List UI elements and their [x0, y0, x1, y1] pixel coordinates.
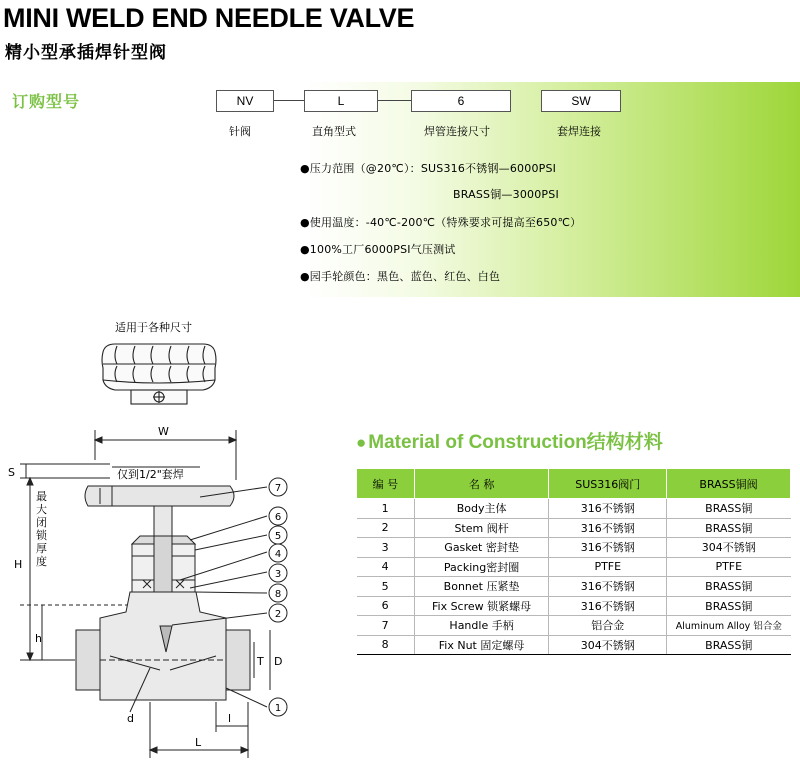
- table-cell: 316不锈钢: [549, 499, 667, 519]
- table-cell: BRASS铜: [667, 635, 791, 655]
- order-code-caption: 直角型式: [312, 125, 356, 138]
- spec-line: BRASS铜—3000PSI: [453, 188, 559, 201]
- table-row: [357, 596, 791, 616]
- header-cell: SUS316阀门: [549, 469, 667, 499]
- table-cell: Bonnet 压紧垫: [414, 577, 549, 597]
- order-code-box: L: [304, 90, 378, 112]
- table-cell: 316不锈钢: [549, 518, 667, 538]
- table-cell: Fix Nut 固定螺母: [414, 635, 549, 655]
- table-cell: 铝合金: [549, 616, 667, 636]
- table-row: [357, 557, 791, 577]
- spec-line: ●使用温度：-40℃-200℃（特殊要求可提高至650℃）: [300, 216, 582, 229]
- handwheel-drawing: [95, 318, 225, 413]
- spec-line: ●压力范围（@20℃）：SUS316不锈钢—6000PSI: [300, 162, 557, 175]
- table-cell: 8: [357, 635, 415, 655]
- table-cell: 5: [357, 577, 415, 597]
- header-cell: 名 称: [414, 469, 549, 499]
- table-row: [357, 518, 791, 538]
- table-cell: Aluminum Alloy 铝合金: [667, 616, 791, 636]
- title-chinese: 精小型承插焊针型阀: [5, 43, 167, 63]
- weld-note: 仅到1/2"套焊: [117, 468, 184, 481]
- dim-s-label: S: [8, 466, 15, 479]
- table-cell: 304不锈钢: [667, 538, 791, 558]
- table-row: [357, 616, 791, 636]
- dim-h-lower-label: h: [35, 632, 42, 645]
- table-row: [357, 538, 791, 558]
- callout-number: 4: [274, 549, 282, 560]
- order-code-box: NV: [216, 90, 274, 112]
- table-cell: BRASS铜: [667, 499, 791, 519]
- table-row: [357, 577, 791, 597]
- code-connector-line: [274, 100, 304, 101]
- callout-number: 1: [274, 703, 282, 714]
- header-cell: 编 号: [357, 469, 415, 499]
- table-cell: Stem 阀杆: [414, 518, 549, 538]
- table-cell: 7: [357, 616, 415, 636]
- order-model-label: 订购型号: [12, 92, 81, 111]
- table-cell: Handle 手柄: [414, 616, 549, 636]
- callout-number: 8: [274, 589, 282, 600]
- table-cell: 304不锈钢: [549, 635, 667, 655]
- table-cell: PTFE: [667, 557, 791, 577]
- handwheel-caption: 适用于各种尺寸: [115, 321, 192, 334]
- order-code-caption: 针阀: [229, 125, 251, 138]
- table-header-row: [357, 469, 791, 499]
- table-cell: 316不锈钢: [549, 577, 667, 597]
- callout-number: 3: [274, 569, 282, 580]
- dim-t-label: T: [257, 655, 264, 668]
- valve-drawing: [0, 420, 300, 763]
- table-row: [357, 635, 791, 655]
- dim-small-l-label: l: [228, 712, 232, 725]
- callout-number: 6: [274, 512, 282, 523]
- table-cell: 1: [357, 499, 415, 519]
- callout-number: 5: [274, 531, 282, 542]
- dim-h-upper-label: H: [14, 558, 23, 571]
- order-code-caption: 套焊连接: [557, 125, 601, 138]
- spec-line: ●园手轮颜色：黑色、蓝色、红色、白色: [300, 270, 501, 283]
- table-cell: 6: [357, 596, 415, 616]
- table-cell: BRASS铜: [667, 577, 791, 597]
- order-info-band: [0, 82, 800, 297]
- table-row: [357, 499, 791, 519]
- title-english: MINI WELD END NEEDLE VALVE: [3, 3, 415, 33]
- table-cell: PTFE: [549, 557, 667, 577]
- dim-w-label: W: [158, 425, 169, 438]
- height-note: 最大闭 锁厚度: [36, 490, 47, 568]
- table-cell: Gasket 密封垫: [414, 538, 549, 558]
- table-cell: 3: [357, 538, 415, 558]
- table-cell: BRASS铜: [667, 518, 791, 538]
- callout-number: 2: [274, 609, 282, 620]
- materials-table: [356, 468, 791, 655]
- order-code-box: SW: [541, 90, 621, 112]
- table-cell: 316不锈钢: [549, 596, 667, 616]
- code-connector-line: [378, 100, 411, 101]
- table-cell: Packing密封圈: [414, 557, 549, 577]
- order-code-box: 6: [411, 90, 511, 112]
- table-cell: 316不锈钢: [549, 538, 667, 558]
- dim-d-label: D: [274, 655, 283, 668]
- table-cell: Fix Screw 锁紧螺母: [414, 596, 549, 616]
- spec-line: ●100%工厂6000PSI气压测试: [300, 243, 456, 256]
- table-cell: 4: [357, 557, 415, 577]
- dim-small-d-label: d: [127, 712, 134, 725]
- order-code-caption: 焊管连接尺寸: [424, 125, 490, 138]
- table-cell: BRASS铜: [667, 596, 791, 616]
- callout-number: 7: [274, 483, 282, 494]
- header-cell: BRASS铜阀: [667, 469, 791, 499]
- materials-title: ● Material of Construction结构材料: [356, 432, 663, 453]
- dim-l-label: L: [195, 736, 202, 749]
- table-cell: Body主体: [414, 499, 549, 519]
- table-cell: 2: [357, 518, 415, 538]
